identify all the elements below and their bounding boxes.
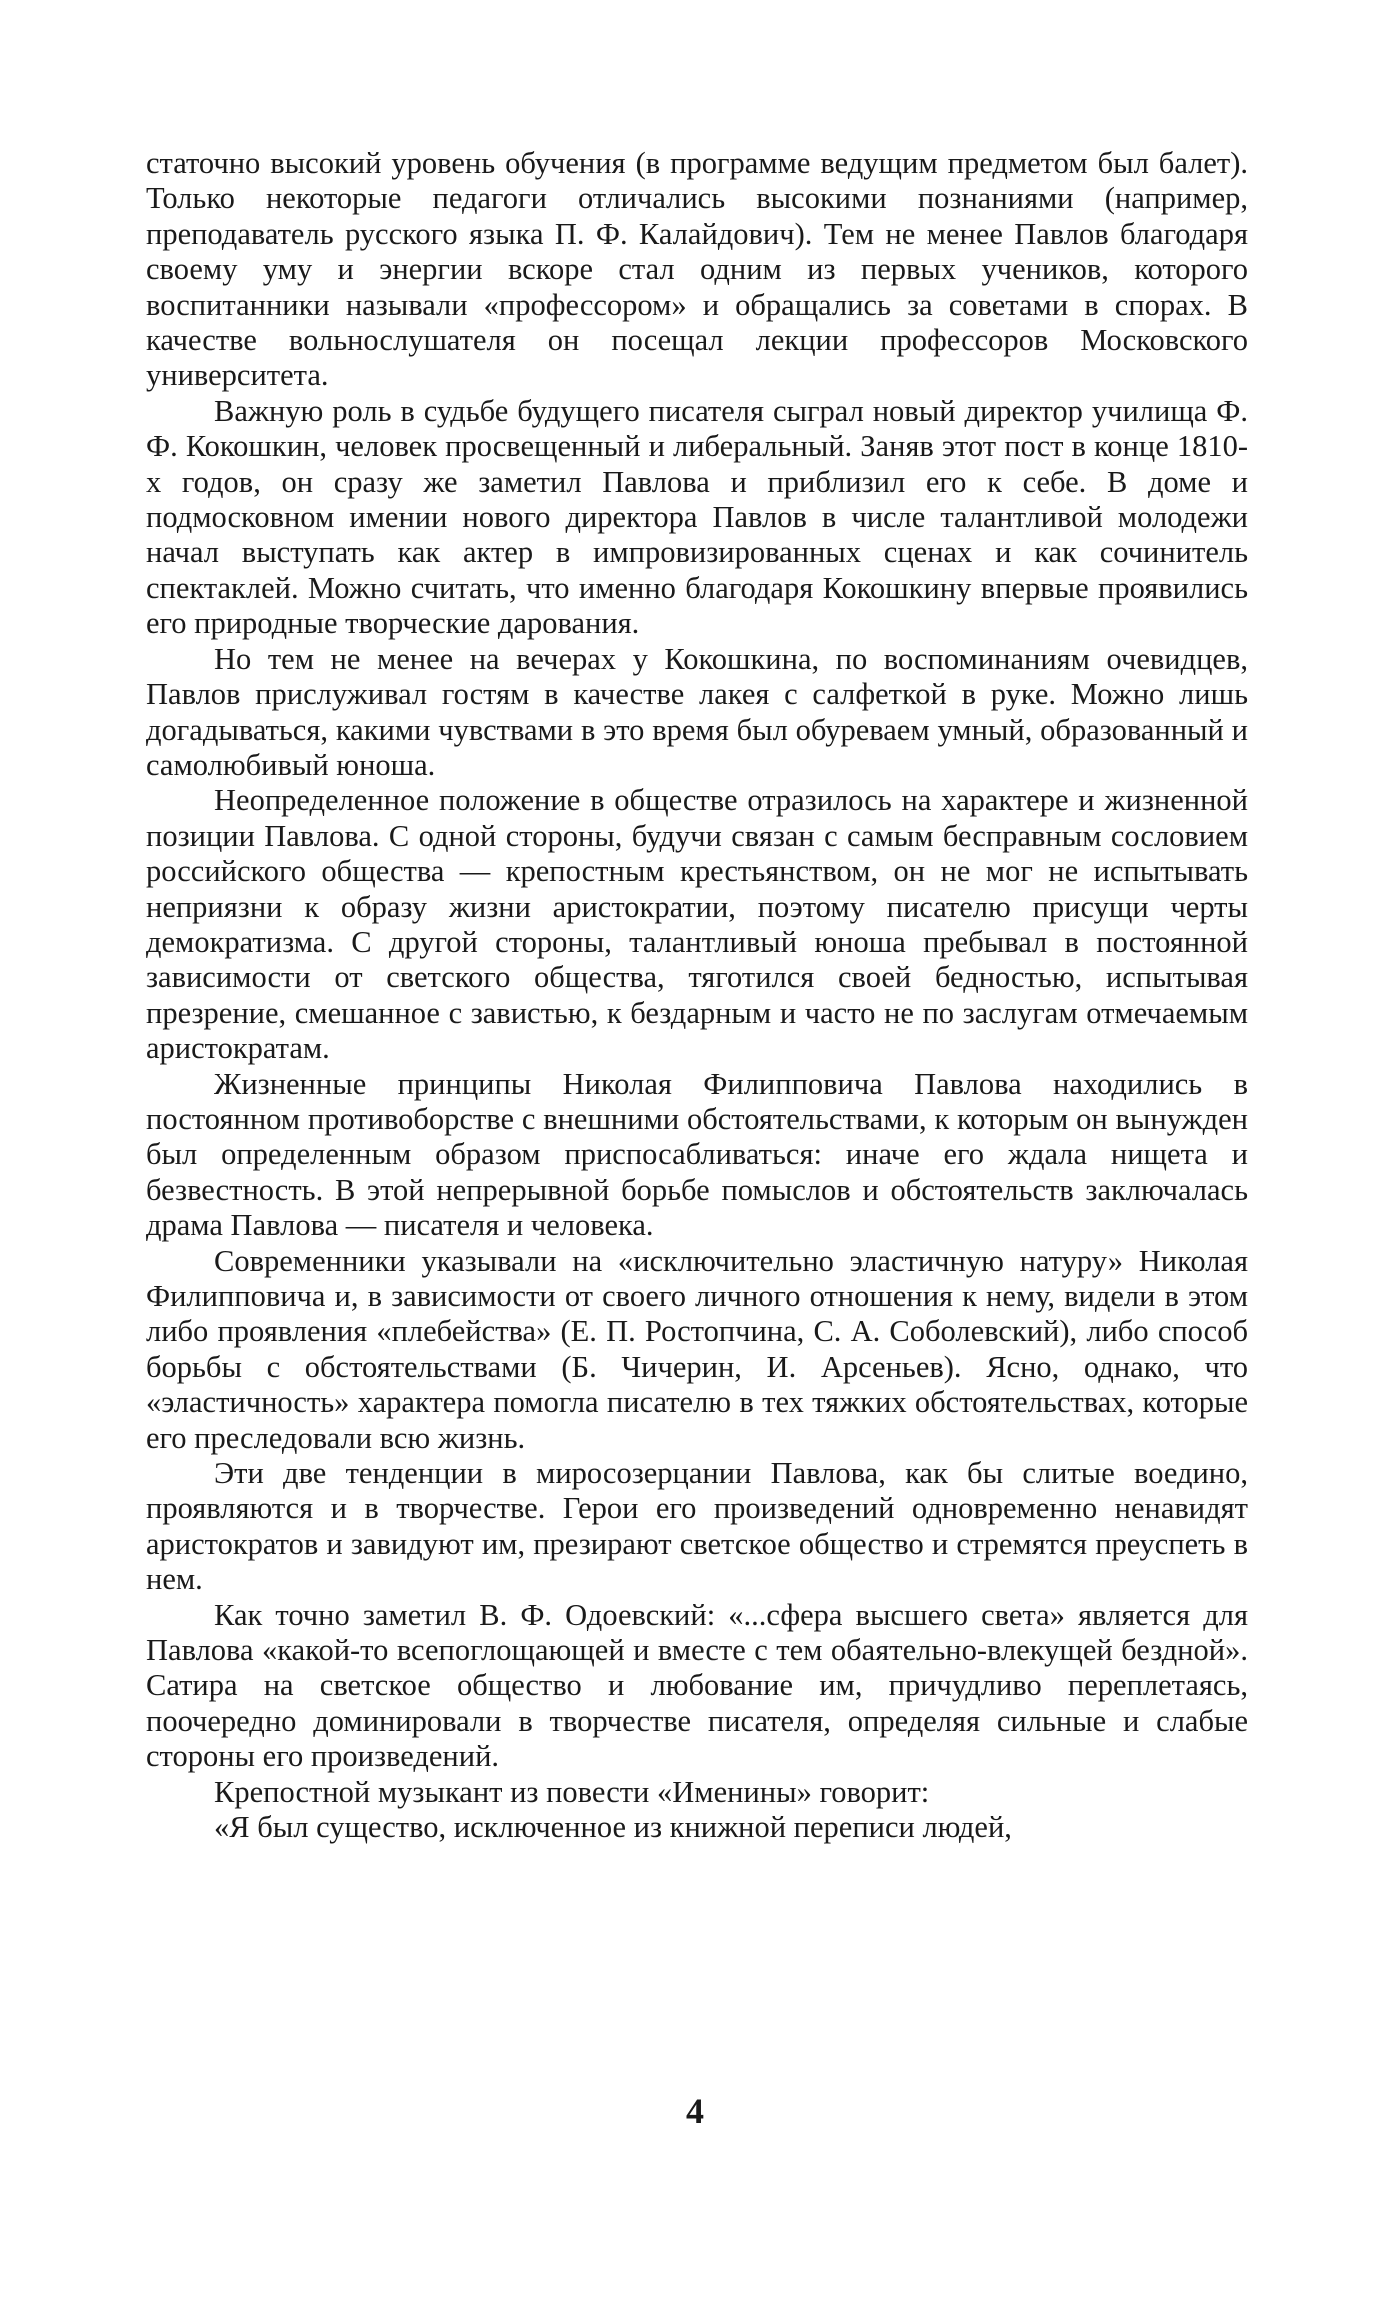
page-number: 4 [686, 2091, 704, 2131]
paragraph: Важную роль в судьбе будущего писателя сыграл новый директор училища Ф. Ф. Кокошкин, человек просвещенный и либеральный. Заняв этот пост в конце 1810-х годов, он сразу же заметил Павлова и приблизил его к себе. В доме и подмосковном имении нового директора Павлов в числе талантливой молодежи начал выступать как актер в импровизированных сценах и как сочинитель спектаклей. Можно считать, что именно благодаря Кокошкину впервые проявились его природные творческие дарования. [146, 393, 1248, 641]
paragraph: Но тем не менее на вечерах у Кокошкина, по воспоминаниям очевидцев, Павлов прислуживал гостям в качестве лакея с салфеткой в руке. Можно лишь догадываться, какими чувствами в это время был обуреваем умный, образованный и самолюбивый юноша. [146, 641, 1248, 782]
paragraph: Крепостной музыкант из повести «Именины» говорит: [214, 1774, 930, 1809]
paragraph: Современники указывали на «исключительно эластичную натуру» Николая Филипповича и, в зависимости от своего личного отношения к нему, видели в этом либо проявления «плебейства» (Е. П. Ростопчина, С. А. Соболевский), либо способ борьбы с обстоятельствами (Б. Чичерин, И. Арсеньев). Ясно, однако, что «эластичность» характера помогла писателю в тех тяжких обстоятельствах, которые его преследовали всю жизнь. [146, 1243, 1248, 1455]
paragraph: Неопределенное положение в обществе отразилось на характере и жизненной позиции Павлова. С одной стороны, будучи связан с самым бесправным сословием российского общества — крепостным крестьянством, он не мог не испытывать неприязни к образу жизни аристократии, поэтому писателю присущи черты демократизма. С другой стороны, талантливый юноша пребывал в постоянной зависимости от светского общества, тяготился своей бедностью, испытывая презрение, смешанное с завистью, к бездарным и часто не по заслугам отмечаемым аристократам. [146, 783, 1248, 1066]
paragraph: Эти две тенденции в миросозерцании Павлова, как бы слитые воедино, проявляются и в творчестве. Герои его произведений одновременно ненавидят аристократов и завидуют им, презирают светское общество и стремятся преуспеть в нем. [146, 1456, 1248, 1597]
paragraph: статочно высокий уровень обучения (в программе ведущим предметом был балет). Только некоторые педагоги отличались высокими познаниями (например, преподаватель русского языка П. Ф. Калайдович). Тем не менее Павлов благодаря своему уму и энергии вскоре стал одним из первых учеников, которого воспитанники называли «профессором» и обращались за советами в спорах. В качестве вольнослушателя он посещал лекции профессоров Московского университета. [146, 146, 1248, 393]
paragraph: «Я был существо, исключенное из книжной переписи людей, [214, 1810, 1012, 1845]
page-body [146, 146, 1248, 1846]
paragraph: Жизненные принципы Николая Филипповича Павлова находились в постоянном противоборстве с внешними обстоятельствами, к которым он вынужден был определенным образом приспосабливаться: иначе его ждала нищета и безвестность. В этой непрерывной борьбе помыслов и обстоятельств заключалась драма Павлова — писателя и человека. [146, 1066, 1248, 1243]
paragraph: Как точно заметил В. Ф. Одоевский: «...сфера высшего света» является для Павлова «какой-то всепоглощающей и вместе с тем обаятельно-влекущей бездной». Сатира на светское общество и любование им, причудливо переплетаясь, поочередно доминировали в творчестве писателя, определяя сильные и слабые стороны его произведений. [146, 1597, 1248, 1774]
